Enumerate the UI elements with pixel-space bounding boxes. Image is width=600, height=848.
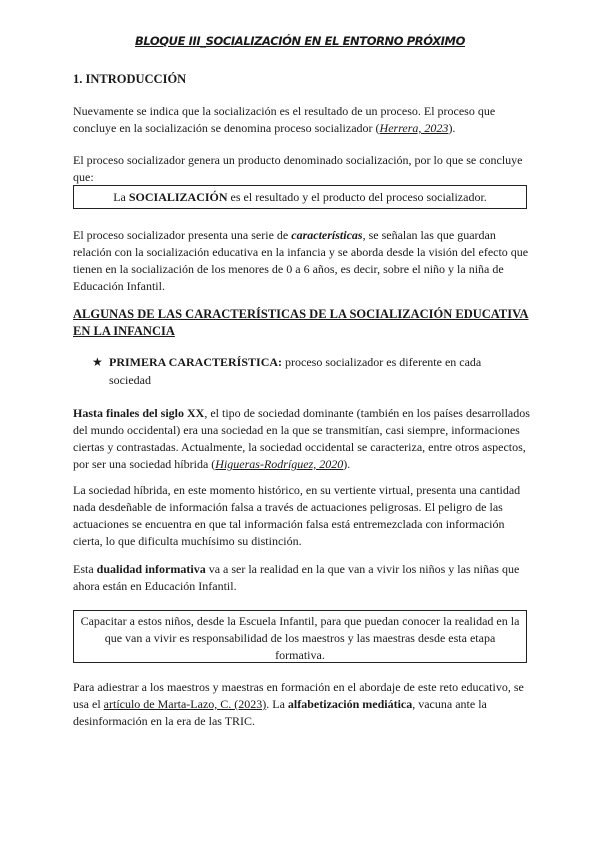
paragraph-end: ).: [343, 457, 351, 471]
paragraph-caracteristicas: [73, 227, 533, 295]
paragraph-text-post: , se señalan las que guardan relación con la socialización educativa en la infancia y se aborda desde la visión del efecto que tienen en la socialización de los menores de 0 a 6 años, es decir, sobre el niño y la niña de Educación Infantil.: [73, 228, 529, 293]
paragraph-bold-term: dualidad informativa: [96, 562, 206, 576]
paragraph-bold-lead: Hasta finales del siglo XX: [73, 406, 205, 420]
bullet-item-primera: [92, 353, 512, 389]
paragraph-text-mid: . La: [266, 697, 288, 711]
section-heading-introduccion: 1. INTRODUCCIÓN: [73, 72, 187, 86]
box-text-pre: La: [113, 190, 129, 204]
paragraph-intro-2: El proceso socializador genera un producto denominado socialización, por lo que se concluye que:: [73, 153, 523, 184]
paragraph-alfabetizacion: [73, 679, 533, 730]
paragraph-text: , el tipo de sociedad dominante (también en los países desarrollados del mundo occidental) era una sociedad en la que se transmitían, casi siempre, informaciones ciertas y contrastadas. Actualmente, la sociedad occidental se caracteriza, entre otros aspectos, por ser una sociedad híbrida (: [73, 406, 530, 471]
paragraph-dualidad: [73, 561, 533, 595]
paragraph-intro-1: [73, 103, 533, 137]
star-bullet-icon: ★: [92, 355, 103, 369]
box-text-post: es el resultado y el producto del proceso socializador.: [227, 190, 487, 204]
paragraph-bold-term: alfabetización mediática: [287, 697, 413, 711]
paragraph-text-post: va a ser la realidad en la que van a vivir los niños y las niñas que ahora están en Educación Infantil.: [73, 562, 520, 593]
paragraph-bold-term: características: [291, 228, 363, 242]
definition-box: [73, 185, 527, 209]
paragraph-text-pre: El proceso socializador presenta una serie de: [73, 228, 292, 242]
paragraph-text-post: , vacuna ante la desinformación en la era de las TRIC.: [73, 697, 487, 728]
bullet-description: proceso socializador es diferente en cada sociedad: [109, 355, 482, 387]
highlight-box-capacitar: Capacitar a estos niños, desde la Escuela Infantil, para que puedan conocer la realidad en la que van a vivir es responsabilidad de los maestros y las maestras desde esta etapa formativa.: [73, 610, 527, 663]
citation-link-herrera[interactable]: Herrera, 2023: [379, 121, 449, 135]
paragraph-end: ).: [448, 121, 456, 135]
box-bold-term: SOCIALIZACIÓN: [128, 190, 228, 204]
bullet-text: [109, 353, 512, 389]
section-heading-caracteristicas: ALGUNAS DE LAS CARACTERÍSTICAS DE LA SOCIALIZACIÓN EDUCATIVA EN LA INFANCIA: [73, 307, 529, 338]
paragraph-siglo-xx: [73, 405, 533, 473]
citation-link-marta-lazo[interactable]: artículo de Marta-Lazo, C. (2023): [103, 697, 267, 711]
paragraph-text-pre: Para adiestrar a los maestros y maestras en formación en el abordaje de este reto educativo, se usa el: [73, 680, 524, 711]
page-title: BLOQUE III_SOCIALIZACIÓN EN EL ENTORNO PRÓXIMO: [135, 34, 465, 48]
citation-link-higueras[interactable]: Higueras-Rodríguez, 2020: [215, 457, 344, 471]
paragraph-text-pre: Esta: [73, 562, 97, 576]
paragraph-sociedad-hibrida: La sociedad híbrida, en este momento histórico, en su vertiente virtual, presenta una cantidad nada desdeñable de información falsa a través de actuaciones peligrosas. El peligro de las actuaciones se encuentra en que tal información falsa está entremezclada con información cierta, lo que dificulta muchísimo su distinción.: [73, 483, 521, 548]
bullet-bold-label: PRIMERA CARACTERÍSTICA:: [109, 355, 283, 369]
paragraph-text: Nuevamente se indica que la socialización es el resultado de un proceso. El proceso que concluye en la socialización se denomina proceso socializador (: [73, 104, 496, 135]
